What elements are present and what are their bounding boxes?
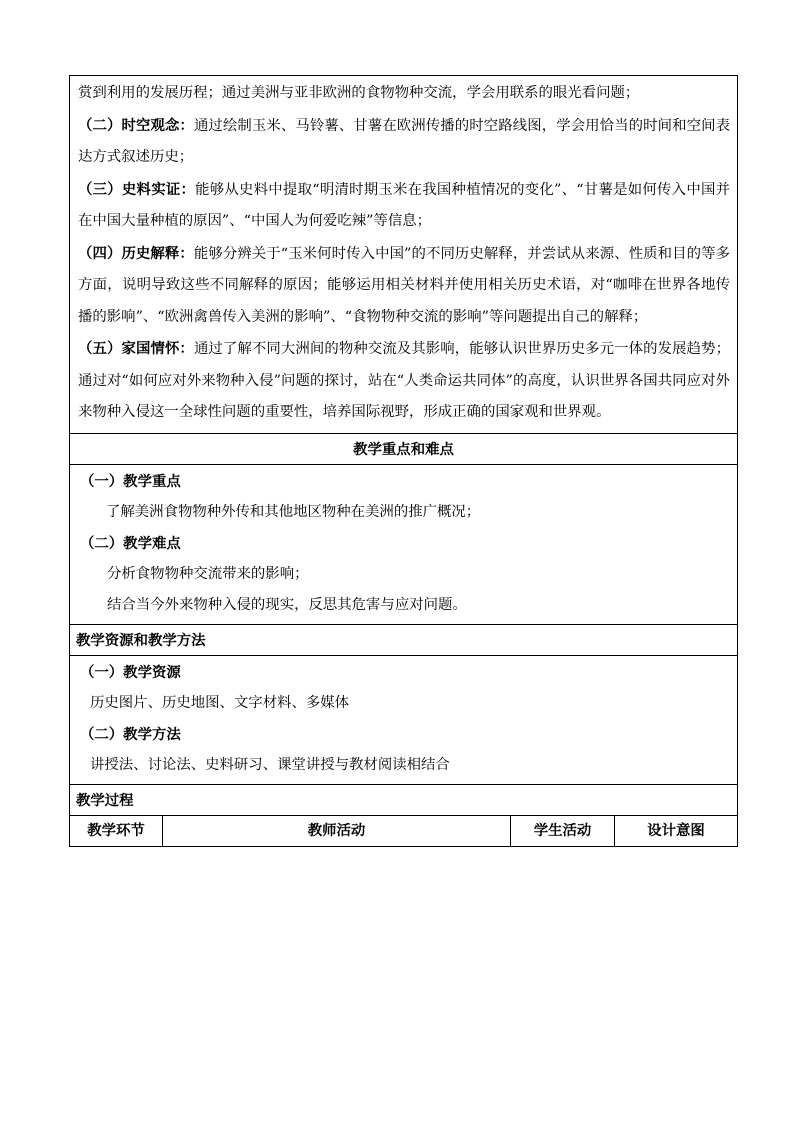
difficulty-item: 结合当今外来物种入侵的现实，反思其危害与应对问题。 — [107, 596, 467, 613]
objective-text: 通过绘制玉米、马铃薯、甘薯在欧洲传播的时空路线图，学会用恰当的时间和空间表达方式叙述历史； — [78, 117, 730, 165]
column-header-teacher: 教师活动 — [163, 816, 511, 846]
objective-label: （二）时空观念： — [78, 116, 194, 134]
objective-item-interpretation — [78, 238, 730, 334]
column-header-intent: 设计意图 — [647, 821, 705, 839]
objective-item-spacetime — [78, 110, 730, 174]
lesson-plan-page — [69, 75, 738, 847]
objective-label: （四）历史解释： — [78, 244, 194, 262]
objective-label: （三）史料实证： — [78, 180, 196, 198]
difficulty-label: （二）教学难点 — [80, 534, 181, 552]
process-table-header — [69, 816, 738, 847]
key-points-section — [69, 465, 738, 625]
resources-section — [69, 656, 738, 785]
objectives-intro: 赏到利用的发展历程；通过美洲与亚非欧洲的食物物种交流，学会用联系的眼光看问题； — [78, 85, 640, 101]
column-header-student: 学生活动 — [511, 816, 615, 846]
resources-label: （一）教学资源 — [80, 663, 181, 681]
resources-title: 教学资源和教学方法 — [69, 625, 738, 656]
key-points-title: 教学重点和难点 — [69, 434, 738, 465]
focus-label: （一）教学重点 — [80, 472, 181, 490]
methods-text: 讲授法、讨论法、史料研习、课堂讲授与教材阅读相结合 — [90, 756, 450, 773]
objective-text: 通过了解不同大洲间的物种交流及其影响，能够认识世界历史多元一体的发展趋势；通过对“如何应对外来物种入侵”问题的探讨，站在“人类命运共同体”的高度，认识世界各国共同应对外来物种入侵这一全球性问题的重要性，培养国际视野，形成正确的国家观和世界观。 — [78, 341, 730, 420]
objective-text: 能够分辨关于“玉米何时传入中国”的不同历史解释，并尝试从来源、性质和目的等多方面，说明导致这些不同解释的原因；能够运用相关材料并使用相关历史术语，对“咖啡在世界各地传播的影响”、“欧洲禽兽传入美洲的影响”、“食物物种交流的影响”等问题提出自己的解释； — [78, 245, 730, 325]
methods-label: （二）教学方法 — [80, 725, 181, 743]
objective-item-evidence — [78, 174, 730, 238]
column-header-stage: 教学环节 — [70, 816, 163, 846]
process-title: 教学过程 — [69, 785, 738, 816]
objectives-section — [69, 75, 738, 434]
focus-item: 了解美洲食物物种外传和其他地区物种在美洲的推广概况； — [106, 503, 481, 520]
objective-label: （五）家国情怀： — [78, 340, 194, 357]
objective-item-patriotism — [78, 333, 730, 429]
resources-text: 历史图片、历史地图、文字材料、多媒体 — [90, 694, 350, 711]
objective-text: 能够从史料中提取“明清时期玉米在我国种植情况的变化”、“甘薯是如何传入中国并在中国大量种植的原因”、“中国人为何爱吃辣”等信息； — [78, 181, 730, 229]
difficulty-item: 分析食物物种交流带来的影响； — [107, 565, 309, 582]
